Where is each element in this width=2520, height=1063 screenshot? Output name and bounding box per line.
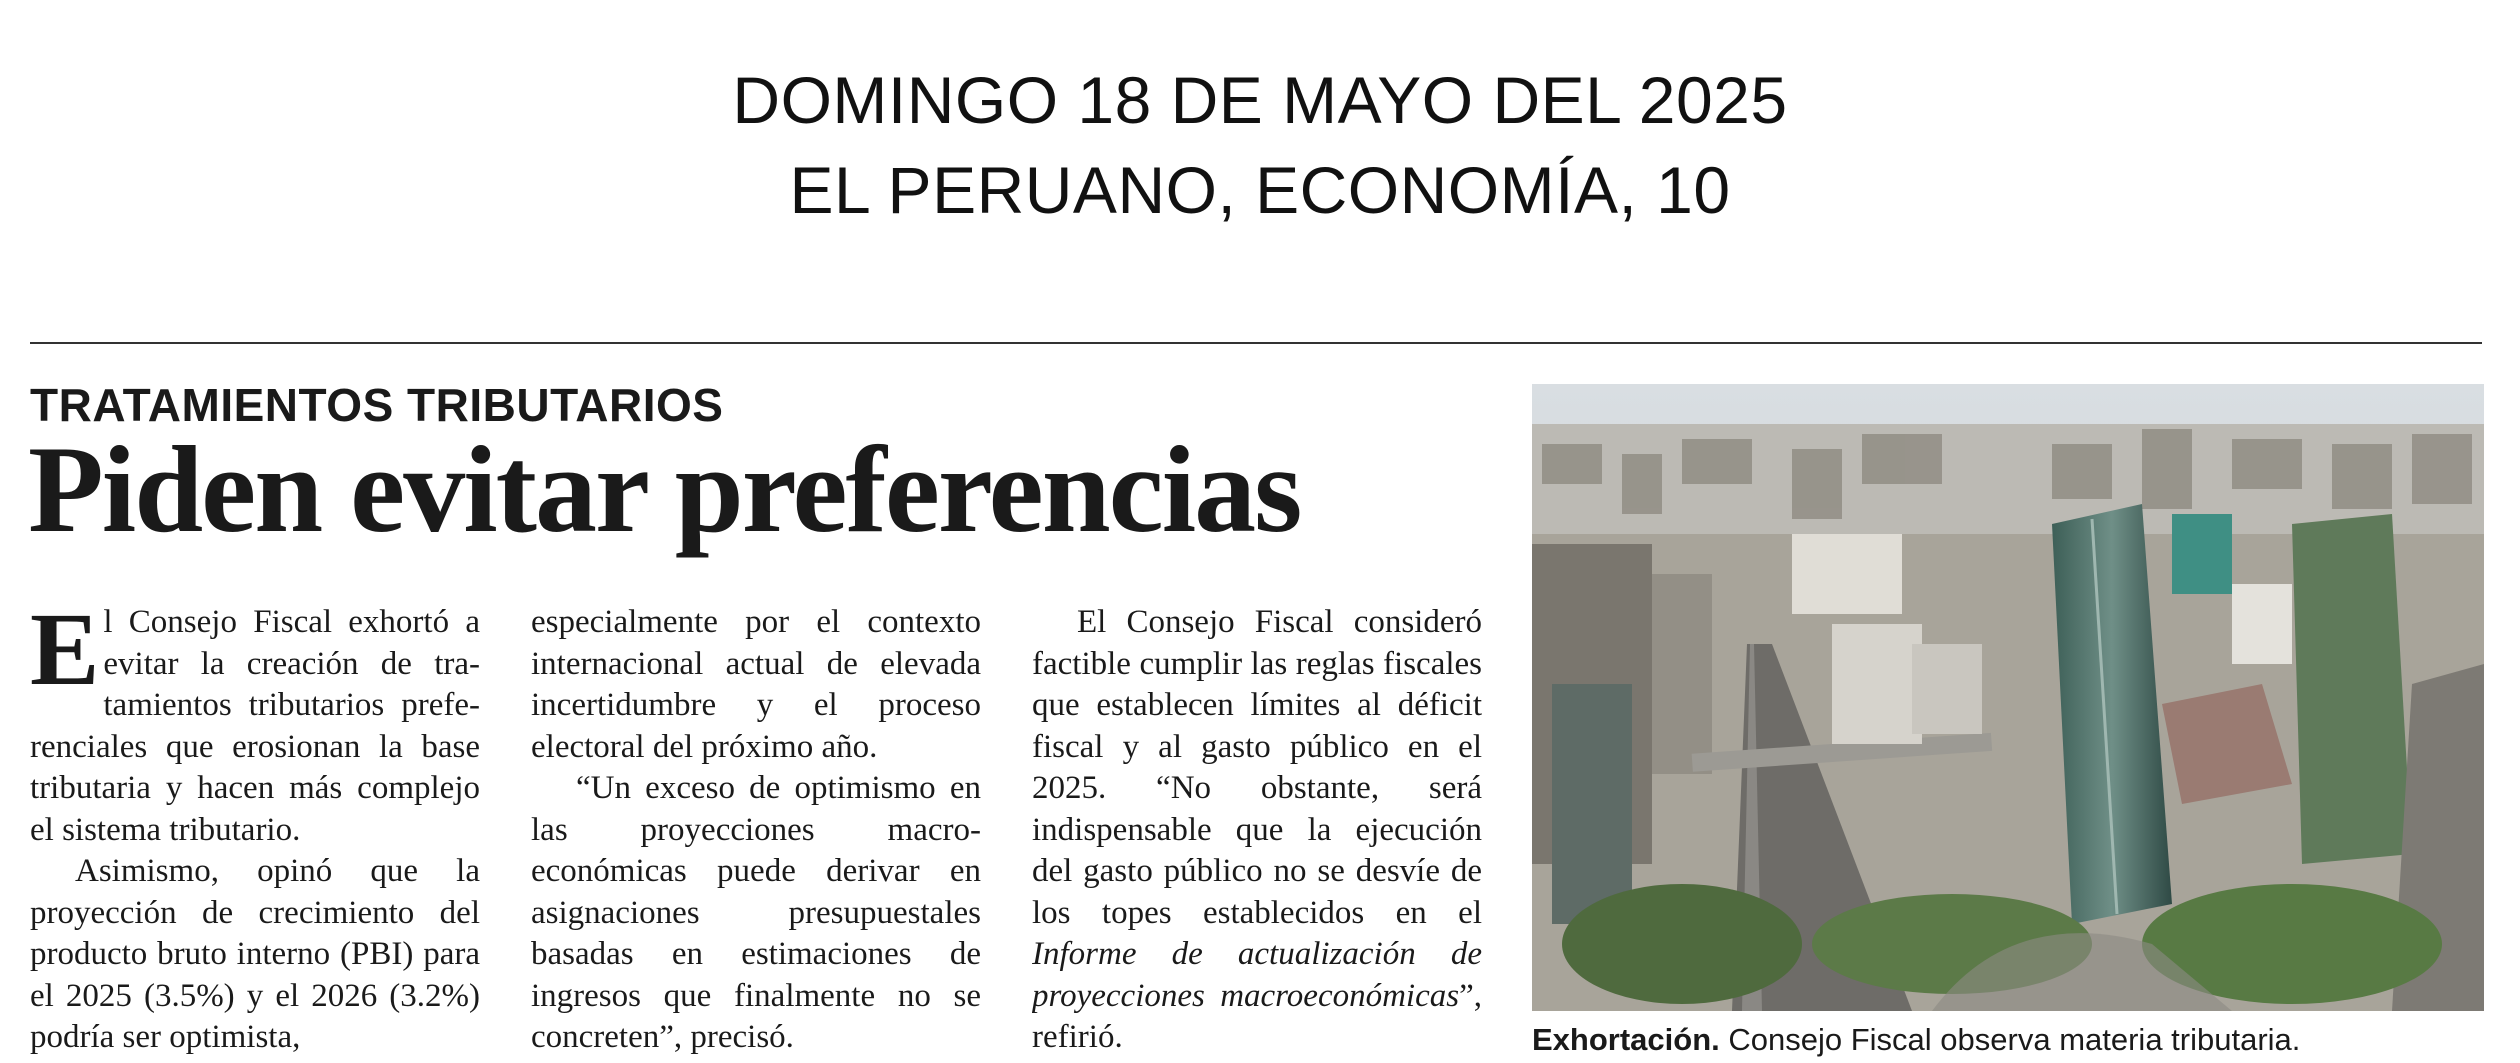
paragraph-text: l Consejo Fiscal exhortó a evitar la creación de tratamientos tributarios preferenciales que erosionan la base tributaria y hacen más complejo el sistema tributario. xyxy=(30,604,480,848)
article-column-1 xyxy=(30,602,480,1062)
article-headline: Piden evitar preferencias xyxy=(28,421,1301,558)
article-column-2 xyxy=(531,602,981,1062)
paragraph xyxy=(1032,602,1482,1059)
paragraph-text: ”, refirió. xyxy=(1032,977,1482,1055)
paragraph-text: El Consejo Fiscal consideró factible cumplir las reglas fiscales que establecen límites al déficit fiscal y al gasto público en el 2025. “No obstante, será indispensable que la ejecución del gasto público no se desvíe de los topes establecidos en el xyxy=(1032,604,1482,931)
photo-illustration xyxy=(1532,384,2484,1011)
section-line: EL PERUANO, ECONOMÍA, 10 xyxy=(789,153,1731,227)
photo-caption xyxy=(1532,1022,2492,1058)
paragraph: “Un exceso de optimismo en las proyecciones macroeconómicas puede derivar en asignaciones presupuestales basadas en estimaciones de ingresos que finalmente no se concreten”, precisó. xyxy=(531,770,981,1055)
article-kicker: TRATAMIENTOS TRIBUTARIOS xyxy=(30,379,724,431)
caption-text: Consejo Fiscal observa materia tributaria. xyxy=(1719,1022,2301,1057)
date-line: DOMINGO 18 DE MAYO DEL 2025 xyxy=(732,63,1788,137)
city-aerial-photo xyxy=(1532,384,2484,1011)
paragraph: especialmente por el contexto internacional actual de elevada incertidumbre y el proceso electoral del próximo año. xyxy=(531,604,981,765)
paragraph xyxy=(30,602,480,851)
caption-label: Exhortación. xyxy=(1532,1022,1720,1057)
paragraph: Asimismo, opinó que la proyección de crecimiento del producto bruto interno (PBI) para el 2025 (3.5%) y el 2026 (3.2%) podría ser optimista, xyxy=(30,853,480,1055)
header-divider xyxy=(30,342,2482,344)
report-title: Informe de actualización de proyecciones macroeconómicas xyxy=(1032,936,1482,1014)
drop-cap: E xyxy=(30,602,100,707)
article-column-3 xyxy=(1032,602,1482,1062)
